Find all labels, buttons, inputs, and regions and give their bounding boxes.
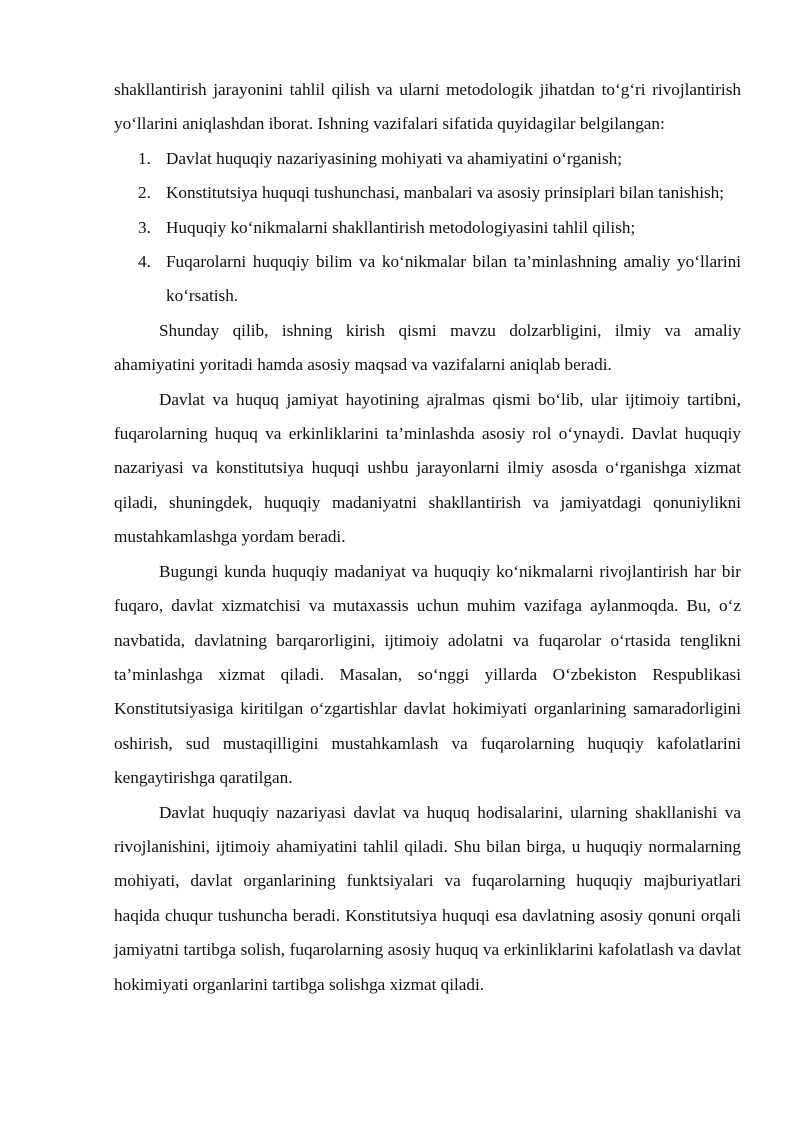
task-number: 2.	[138, 183, 151, 203]
task-number: 4.	[138, 252, 151, 272]
paragraph-state-and-law: Davlat va huquq jamiyat hayotining ajralmas qismi bo‘lib, ular ijtimoiy tartibni, fuqarolarning huquq va erkinliklarini ta’minlashda asosiy rol o‘ynaydi. Davlat huquqiy nazariyasi va konstitutsiya huquqi ushbu jarayonlarni ilmiy asosda o‘rganishga xizmat qiladi, shuningdek, huquqiy madaniyatni shakllantirish va jamiyatdagi qonuniylikni mustahkamlashga yordam beradi.	[114, 389, 741, 547]
task-list	[114, 142, 741, 314]
task-text: Konstitutsiya huquqi tushunchasi, manbalari va asosiy prinsiplari bilan tanishish;	[166, 183, 725, 203]
task-text: Fuqarolarni huquqiy bilim va ko‘nikmalar bilan ta’minlashning amaliy yo‘llarini ko‘rsatish.	[166, 252, 741, 306]
document-page	[114, 73, 741, 1002]
paragraph-summary: Shunday qilib, ishning kirish qismi mavzu dolzarbligini, ilmiy va amaliy ahamiyatini yoritadi hamda asosiy maqsad va vazifalarni aniqlab beradi.	[114, 320, 741, 375]
task-number: 1.	[138, 148, 151, 168]
task-item	[138, 245, 741, 314]
paragraph-legal-culture: Bugungi kunda huquqiy madaniyat va huquqiy ko‘nikmalarni rivojlantirish har bir fuqaro, davlat xizmatchisi va mutaxassis uchun muhim vazifaga aylanmoqda. Bu, o‘z navbatida, davlatning barqarorligini, ijtimoiy adolatni va fuqarolar o‘rtasida tenglikni ta’minlashga xizmat qiladi. Masalan, so‘nggi yillarda O‘zbekiston Respublikasi Konstitutsiyasiga kiritilgan o‘zgartishlar davlat hokimiyati organlarining samaradorligini oshirish, sud mustaqilligini mustahkamlash va fuqarolarning huquqiy kafolatlarini kengaytirishga qaratilgan.	[114, 561, 741, 788]
intro-paragraph: shakllantirish jarayonini tahlil qilish va ularni metodologik jihatdan to‘g‘ri rivojlantirish yo‘llarini aniqlashdan iborat. Ishning vazifalari sifatida quyidagilar belgilangan:	[114, 80, 741, 134]
task-item	[138, 142, 741, 176]
task-item	[138, 176, 741, 210]
task-text: Davlat huquqiy nazariyasining mohiyati va ahamiyatini o‘rganish;	[166, 148, 622, 168]
task-item	[138, 211, 741, 245]
task-text: Huquqiy ko‘nikmalarni shakllantirish metodologiyasini tahlil qilish;	[166, 217, 636, 237]
paragraph-legal-theory: Davlat huquqiy nazariyasi davlat va huquq hodisalarini, ularning shakllanishi va rivojlanishini, ijtimoiy ahamiyatini tahlil qiladi. Shu bilan birga, u huquqiy normalarning mohiyati, davlat organlarining funktsiyalari va fuqarolarning huquqiy majburiyatlari haqida chuqur tushuncha beradi. Konstitutsiya huquqi esa davlatning asosiy qonuni orqali jamiyatni tartibga solish, fuqarolarning asosiy huquq va erkinliklarini kafolatlash va davlat hokimiyati organlarini tartibga solishga xizmat qiladi.	[114, 802, 741, 994]
task-number: 3.	[138, 217, 151, 237]
